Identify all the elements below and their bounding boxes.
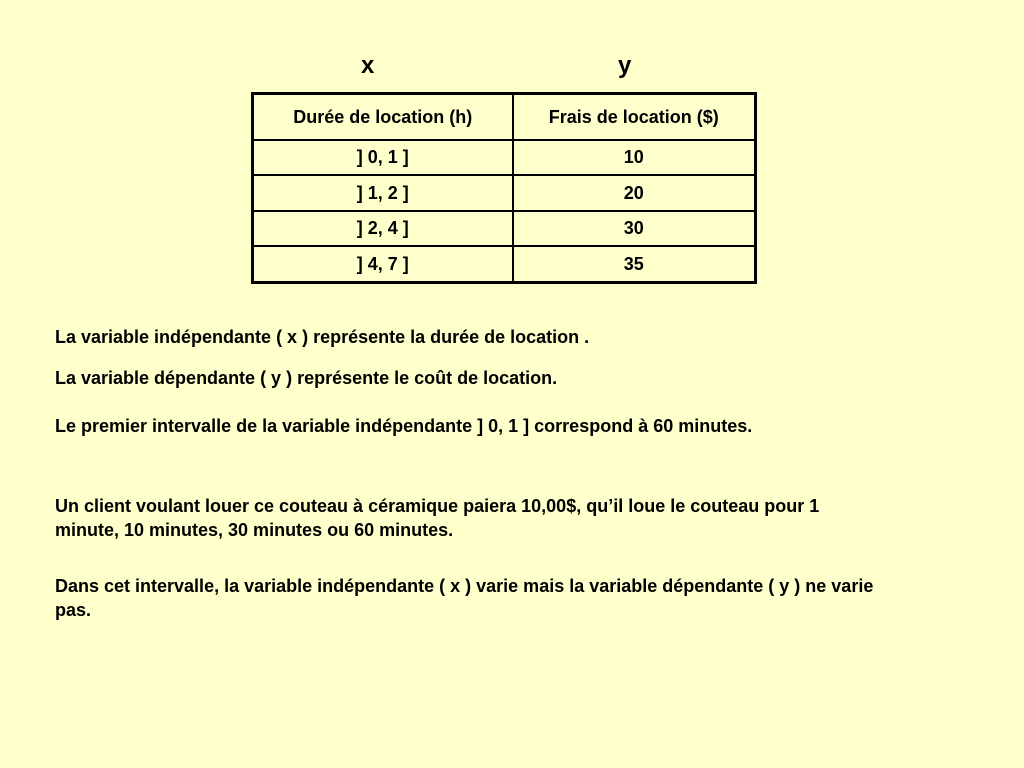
table-header-row [253, 94, 756, 141]
rental-table [251, 92, 757, 284]
cell-cost: 35 [513, 246, 756, 282]
cell-interval: ] 4, 7 ] [253, 246, 513, 282]
cell-interval: ] 2, 4 ] [253, 211, 513, 246]
client-example-text: Un client voulant louer ce couteau à céramique paiera 10,00$, qu’il loue le couteau pour 1 minute, 10 minutes, 30 minutes ou 60 minutes. [55, 496, 820, 540]
cell-cost: 20 [513, 175, 756, 210]
dependent-variable-text: La variable dépendante ( y ) représente le coût de location. [55, 368, 558, 388]
header-duration: Durée de location (h) [253, 94, 513, 141]
y-variable-label: y [618, 52, 632, 79]
cell-interval: ] 1, 2 ] [253, 175, 513, 210]
cell-interval: ] 0, 1 ] [253, 140, 513, 175]
cell-cost: 30 [513, 211, 756, 246]
first-interval-text: Le premier intervalle de la variable indépendante ] 0, 1 ] correspond à 60 minutes. [55, 416, 753, 436]
x-variable-label: x [361, 52, 375, 79]
header-cost: Frais de location ($) [513, 94, 756, 141]
table-row [253, 175, 756, 210]
interval-conclusion-text: Dans cet intervalle, la variable indépendante ( x ) varie mais la variable dépendante ( y ) ne varie pas. [55, 576, 874, 620]
cell-cost: 10 [513, 140, 756, 175]
table-row [253, 140, 756, 175]
independent-variable-text: La variable indépendante ( x ) représente la durée de location . [55, 327, 590, 347]
table-row [253, 211, 756, 246]
table-row [253, 246, 756, 282]
